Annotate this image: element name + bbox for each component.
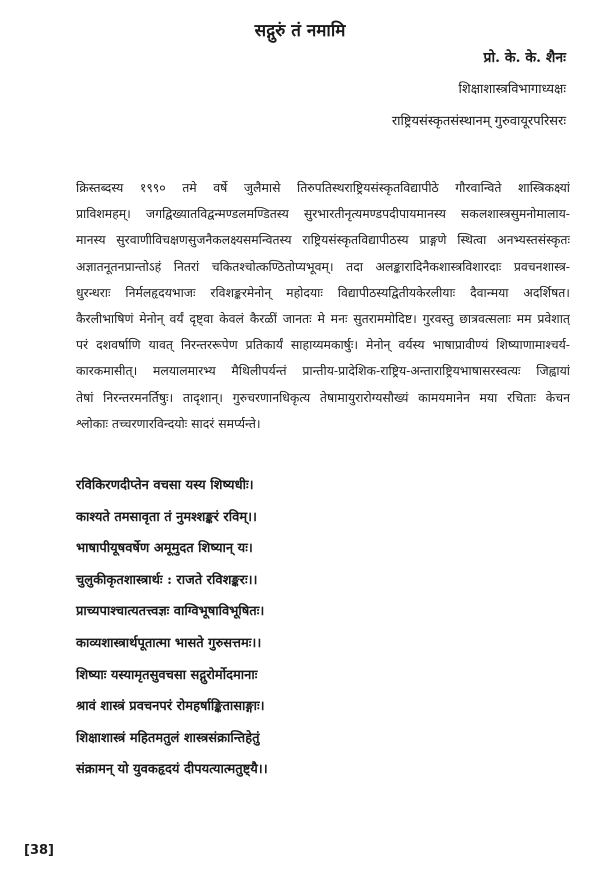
verse-line: काव्यशास्त्रार्थपूतात्मा भासते गुरुसत्तमः।। bbox=[76, 635, 262, 651]
paragraph-line: अज्ञातनूतनप्रान्तोऽहं नितरां चकितश्चोत्कण्ठितोप्यभूवम्। तदा अलङ्कारादिनैकशास्त्रविशारदाः प्रवचनशास्त्र- bbox=[76, 258, 570, 274]
paragraph-line: परं दशवर्षाणि यावत् निरन्तररूपेण प्रतिकार्यं साहाय्यमकार्षुः। मेनोन् वर्यस्य भाषाप्रावीण्यं शिष्याणामाश्चर्य- bbox=[76, 337, 570, 353]
verse-line: शिक्षाशास्त्रं महितमतुलं शास्त्रसंक्रान्तिहेतुं bbox=[76, 730, 260, 746]
paragraph-line: कारकमासीत्। मलयालमारभ्य मैथिलीपर्यन्तं प्रान्तीय-प्रादेशिक-राष्ट्रिय-अन्ताराष्ट्रियभाषासरस्वत्यः जिह्वायां bbox=[76, 363, 570, 379]
verse-line: चुलुकीकृतशास्त्रार्थः : राजते रविशङ्करः।। bbox=[76, 572, 258, 588]
verse-line: शिष्याः यस्यामृतसुवचसा सद्गुरोर्मोदमानाः bbox=[76, 667, 258, 683]
page-number: [38] bbox=[24, 843, 54, 858]
paragraph-line: प्राविशमहम्। जगद्विख्यातविद्वन्मण्डलमण्डितस्य सुरभारतीनृत्यमण्डपदीपायमानस्य सकलशास्त्रसुमनोमालाय- bbox=[76, 206, 570, 222]
author-affiliation-department: शिक्षाशास्त्रविभागाध्यक्षः bbox=[458, 82, 566, 97]
author-affiliation-institution: राष्ट्रियसंस्कृतसंस्थानम् गुरुवायूरपरिसरः bbox=[391, 114, 566, 129]
verse-line: श्रावं शास्त्रं प्रवचनपरं रोमहर्षाङ्कितासाङ्गाः। bbox=[76, 699, 265, 715]
verse-line: प्राच्यपाश्चात्यतत्त्वज्ञः वाग्विभूषाविभूषितः। bbox=[76, 604, 265, 620]
page-title: सद्गुरुं तं नमामि bbox=[254, 21, 346, 41]
body-paragraph bbox=[76, 175, 570, 437]
paragraph-line: श्लोकाः तच्चरणारविन्दयोः सादरं समर्प्यन्ते। bbox=[76, 415, 261, 431]
paragraph-line: तेषां निरन्तरमनर्तिषुः। तादृशान्। गुरुचरणानधिकृत्य तेषामायुरारोग्यसौख्यं कामयमानेन मया रचिताः केचन bbox=[76, 389, 570, 405]
verse-block bbox=[76, 470, 516, 786]
paragraph-line: धुरन्धराः निर्मलहृदयभाजः रविशङ्करमेनोन् महोदयाः विद्यापीठस्यद्वितीयकेरलीयाः दैवान्मया अदर्शिषत। bbox=[76, 284, 570, 300]
verse-line: रविकिरणदीप्तेन वचसा यस्य शिष्यधीः। bbox=[76, 478, 254, 493]
paragraph-line: कैरलीभाषिणं मेनोन् वर्यं दृष्ट्वा केवलं कैरळीं जानतः मे मनः सुतराममोदिष्ट। गुरवस्तु छात्रवत्सलाः मम प्रवेशात् bbox=[76, 310, 570, 326]
paragraph-line: मानस्य सुरवाणीविचक्षणसुजनैकलक्ष्यसमन्वितस्य राष्ट्रियसंस्कृतविद्यापीठस्य प्राङ्गणे स्थित्वा अनभ्यस्तसंस्कृतः bbox=[76, 232, 570, 248]
author-name: प्रो. के. के. शैनः bbox=[483, 50, 566, 66]
paragraph-line: क्रिस्तब्दस्य १९९० तमे वर्षे जुलैमासे तिरुपतिस्थराष्ट्रियसंस्कृतविद्यापीठे गौरवान्विते शास्त्रिकक्ष्यां bbox=[76, 180, 570, 195]
verse-line: संक्रामन् यो युवकहृदयं दीपयत्यात्मतुष्ट्यै।। bbox=[76, 762, 268, 778]
verse-line: भाषापीयूषवर्षेण अमूमुदत शिष्यान् यः। bbox=[76, 541, 253, 557]
verse-line: काश्यते तमसावृता तं नुमश्शङ्करं रविम्।। bbox=[76, 509, 257, 525]
